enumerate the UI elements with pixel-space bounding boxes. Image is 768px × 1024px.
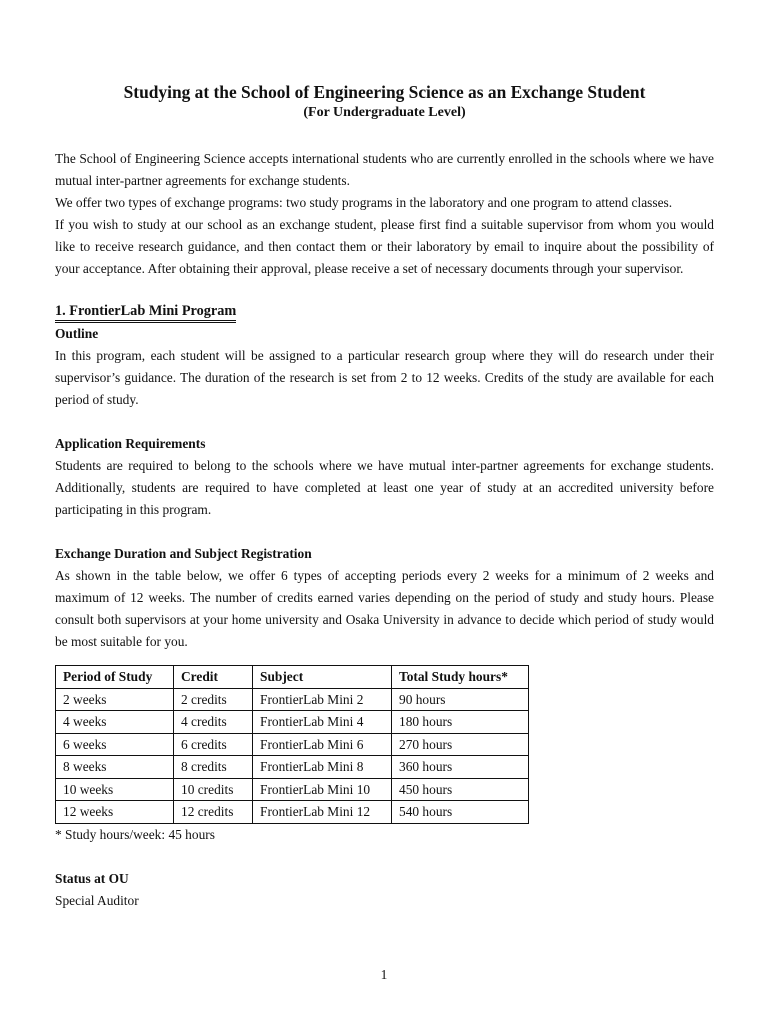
spacer	[55, 411, 714, 433]
cell-period: 4 weeks	[56, 711, 174, 734]
table-row	[56, 733, 529, 756]
intro-paragraph: We offer two types of exchange programs: two study programs in the laboratory and one program to attend classes.	[55, 195, 673, 210]
cell-period: 10 weeks	[56, 778, 174, 801]
cell-credit: 12 credits	[174, 801, 253, 824]
requirements-heading: Application Requirements	[55, 436, 206, 451]
outline-heading: Outline	[55, 326, 99, 341]
duration-heading: Exchange Duration and Subject Registration	[55, 546, 312, 561]
intro-paragraph: If you wish to study at our school as an exchange student, please first find a suitable supervisor from whom you would like to receive research guidance, and then contact them or their laboratory by email to inquire about the possibility of your acceptance. After obtaining their approval, please receive a set of necessary documents through your supervisor.	[55, 217, 714, 276]
study-period-table	[55, 665, 529, 824]
table-row	[56, 756, 529, 779]
cell-credit: 6 credits	[174, 733, 253, 756]
table-row	[56, 801, 529, 824]
cell-credit: 10 credits	[174, 778, 253, 801]
table-row	[56, 711, 529, 734]
cell-hours: 180 hours	[392, 711, 529, 734]
cell-subject: FrontierLab Mini 6	[253, 733, 392, 756]
table-header-row	[56, 666, 529, 689]
cell-credit: 4 credits	[174, 711, 253, 734]
cell-hours: 90 hours	[392, 688, 529, 711]
cell-subject: FrontierLab Mini 10	[253, 778, 392, 801]
cell-period: 8 weeks	[56, 756, 174, 779]
cell-hours: 270 hours	[392, 733, 529, 756]
cell-subject: FrontierLab Mini 12	[253, 801, 392, 824]
document-page	[55, 80, 714, 912]
spacer	[55, 521, 714, 543]
cell-hours: 540 hours	[392, 801, 529, 824]
page-number: 1	[380, 967, 388, 982]
cell-period: 2 weeks	[56, 688, 174, 711]
cell-credit: 8 credits	[174, 756, 253, 779]
intro-section	[55, 148, 714, 280]
table-footnote: * Study hours/week: 45 hours	[55, 826, 215, 842]
status-text: Special Auditor	[55, 892, 139, 908]
section-frontierlab	[55, 280, 714, 912]
header-subject: Subject	[253, 666, 392, 689]
intro-paragraph: The School of Engineering Science accepts international students who are currently enrolled in the schools where we have mutual inter-partner agreements for exchange students.	[55, 151, 714, 188]
cell-subject: FrontierLab Mini 8	[253, 756, 392, 779]
cell-period: 6 weeks	[56, 733, 174, 756]
status-heading: Status at OU	[55, 870, 129, 886]
cell-hours: 360 hours	[392, 756, 529, 779]
cell-period: 12 weeks	[56, 801, 174, 824]
table-row	[56, 778, 529, 801]
cell-subject: FrontierLab Mini 4	[253, 711, 392, 734]
outline-text: In this program, each student will be assigned to a particular research group where they will do research under their supervisor’s guidance. The duration of the research is set from 2 to 12 weeks. Credits of the study are available for each period of study.	[55, 348, 714, 407]
duration-text: As shown in the table below, we offer 6 types of accepting periods every 2 weeks for a minimum of 2 weeks and maximum of 12 weeks. The number of credits earned varies depending on the period of study and study hours. Please consult both supervisors at your home university and Osaka University in advance to decide which period of study would be most suitable for you.	[55, 568, 714, 649]
document-subtitle: (For Undergraduate Level)	[303, 105, 466, 120]
cell-credit: 2 credits	[174, 688, 253, 711]
header-period: Period of Study	[56, 666, 174, 689]
spacer	[55, 846, 714, 868]
section-heading: 1. FrontierLab Mini Program	[55, 302, 236, 323]
header-credit: Credit	[174, 666, 253, 689]
table-row	[56, 688, 529, 711]
cell-subject: FrontierLab Mini 2	[253, 688, 392, 711]
document-title: Studying at the School of Engineering Science as an Exchange Student	[123, 82, 646, 102]
cell-hours: 450 hours	[392, 778, 529, 801]
requirements-text: Students are required to belong to the schools where we have mutual inter-partner agreements for exchange students. Additionally, students are required to have completed at least one year of study at an accredited university before participating in this program.	[55, 458, 714, 517]
header-hours: Total Study hours*	[392, 666, 529, 689]
